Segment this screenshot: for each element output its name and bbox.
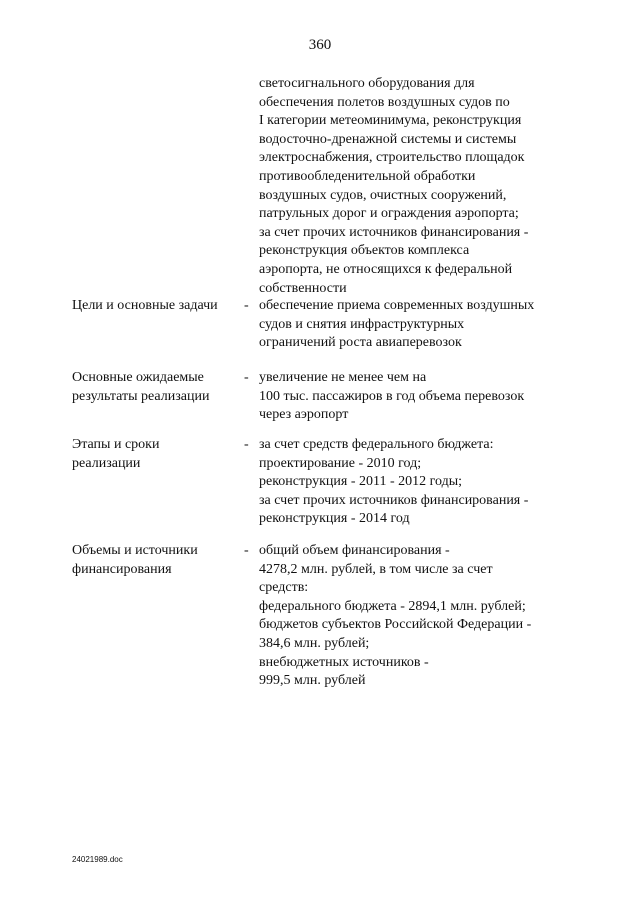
value-line: обеспечение приема современных воздушных — [259, 298, 535, 313]
row-label — [72, 436, 242, 473]
value-line: проектирование - 2010 год; — [259, 455, 422, 471]
row-label — [72, 369, 242, 406]
value-line: судов и снятия инфраструктурных — [259, 316, 465, 332]
intro-text-block — [259, 75, 589, 298]
value-line: 100 тыс. пассажиров в год объема перевозок — [259, 388, 525, 404]
intro-line: реконструкция объектов комплекса — [259, 243, 470, 259]
page-number: 360 — [308, 37, 332, 53]
label-line: Основные ожидаемые — [72, 370, 204, 385]
row-value — [259, 297, 589, 353]
row-dash: - — [244, 437, 249, 452]
intro-line: I категории метеоминимума, реконструкция — [259, 113, 522, 129]
value-line: реконструкция - 2011 - 2012 годы; — [259, 474, 463, 490]
value-line: увеличение не менее чем на — [259, 370, 427, 385]
intro-line: аэропорта, не относящихся к федеральной — [259, 261, 513, 277]
row-value — [259, 542, 589, 691]
intro-line: собственности — [259, 280, 347, 296]
intro-line: электроснабжения, строительство площадок — [259, 150, 525, 166]
label-line: финансирования — [72, 561, 172, 577]
value-line: за счет средств федерального бюджета: — [259, 437, 494, 452]
label-line: Объемы и источники — [72, 543, 198, 558]
label-line: Цели и основные задачи — [72, 298, 218, 313]
value-line: федерального бюджета - 2894,1 млн. рублей; — [259, 598, 526, 614]
row-dash: - — [244, 298, 249, 313]
intro-line: за счет прочих источников финансирования - — [259, 224, 529, 240]
value-line: внебюджетных источников - — [259, 654, 429, 670]
row-value — [259, 369, 589, 425]
value-line: через аэропорт — [259, 407, 349, 423]
intro-line: воздушных судов, очистных сооружений, — [259, 187, 507, 203]
value-line: ограничений роста авиаперевозок — [259, 335, 462, 351]
value-line: 384,6 млн. рублей; — [259, 635, 370, 651]
intro-line: патрульных дорог и ограждения аэропорта; — [259, 206, 519, 222]
intro-line: водосточно-дренажной системы и системы — [259, 131, 517, 147]
intro-line: противообледенительной обработки — [259, 168, 476, 184]
label-line: Этапы и сроки — [72, 437, 160, 452]
label-line: результаты реализации — [72, 388, 210, 404]
label-line: реализации — [72, 455, 141, 471]
intro-line: обеспечения полетов воздушных судов по — [259, 94, 510, 110]
value-line: реконструкция - 2014 год — [259, 511, 410, 527]
row-dash: - — [244, 543, 249, 558]
value-line: общий объем финансирования - — [259, 543, 450, 558]
value-line: средств: — [259, 580, 309, 596]
row-value — [259, 436, 589, 529]
row-label — [72, 297, 242, 316]
value-line: бюджетов субъектов Российской Федерации - — [259, 617, 532, 633]
value-line: 999,5 млн. рублей — [259, 673, 366, 689]
footer-filename: 24021989.doc — [72, 855, 123, 864]
row-dash: - — [244, 370, 249, 385]
value-line: 4278,2 млн. рублей, в том числе за счет — [259, 561, 493, 577]
row-label — [72, 542, 242, 579]
value-line: за счет прочих источников финансирования - — [259, 492, 529, 508]
intro-line: светосигнального оборудования для — [259, 76, 475, 91]
